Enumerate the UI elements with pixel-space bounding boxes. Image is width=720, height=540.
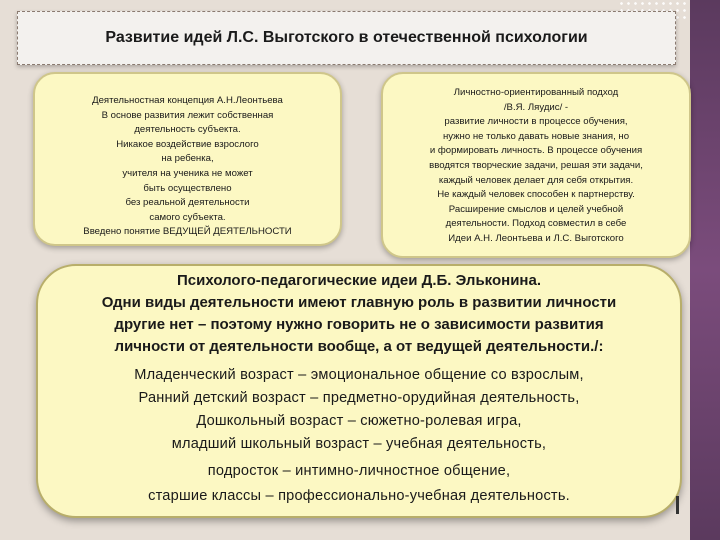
left-line: Никакое воздействие взрослого (116, 138, 259, 150)
right-line: вводятся творческие задачи, решая эти задачи, (429, 159, 643, 171)
left-line: самого субъекта. (149, 211, 226, 223)
decorative-side-strip (690, 0, 720, 540)
elkonin-text-line: Одни виды деятельности имеют главную роль в развитии личности (101, 294, 617, 311)
right-line: развитие личности в процессе обучения, (444, 116, 628, 128)
age-period-line: старшие классы – профессионально-учебная деятельность. (148, 488, 570, 504)
lyaudis-approach-text (383, 74, 689, 247)
left-line: учителя на ученика не может (122, 167, 253, 179)
left-line: на ребенка, (161, 153, 214, 165)
elkonin-ideas-card (36, 264, 682, 518)
right-line: и формировать личность. В процессе обучения (429, 145, 643, 157)
age-period-line: Ранний детский возраст – предметно-орудийная деятельность, (138, 390, 580, 406)
elkonin-heading: Психолого-педагогические идеи Д.Б. Эльконина. (177, 272, 541, 289)
left-line: деятельность субъекта. (134, 124, 241, 136)
elkonin-text-line: другие нет – поэтому нужно говорить не о зависимости развития (114, 316, 604, 333)
text-cursor-mark (676, 496, 679, 514)
slide-title-box (17, 11, 676, 65)
right-line: деятельности. Подход совместил в себе (445, 218, 627, 230)
age-period-line: младший школьный возраст – учебная деятельность, (171, 436, 547, 452)
right-line: Не каждый человек способен к партнерству. (437, 189, 635, 201)
right-line: /В.Я. Ляудис/ - (503, 101, 569, 113)
left-line: быть осуществлено (143, 182, 232, 194)
lyaudis-approach-card (381, 72, 691, 258)
left-line: В основе развития лежит собственная (101, 109, 274, 121)
left-line: без реальной деятельности (125, 197, 250, 209)
leontiev-concept-card (33, 72, 342, 246)
age-period-line: Дошкольный возраст – сюжетно-ролевая игра, (196, 413, 522, 429)
age-period-line: подросток – интимно-личностное общение, (207, 463, 511, 479)
left-line: Деятельностная концепция А.Н.Леонтьева (92, 95, 283, 106)
leontiev-concept-text (35, 74, 340, 240)
elkonin-text-line: личности от деятельности вообще, а от ведущей деятельности./: (114, 338, 604, 355)
slide-title: Развитие идей Л.С. Выготского в отечественной психологии (105, 29, 588, 46)
right-line: каждый человек делает для себя открытия. (438, 174, 634, 186)
right-line: нужно не только давать новые знания, но (442, 130, 630, 142)
right-line: Расширение смыслов и целей учебной (448, 203, 624, 215)
right-line: Личностно-ориентированный подход (453, 87, 619, 98)
left-line: Введено понятие ВЕДУЩЕЙ ДЕЯТЕЛЬНОСТИ (83, 226, 292, 238)
age-period-line: Младенческий возраст – эмоциональное общение со взрослым, (134, 367, 584, 383)
right-line: Идеи А.Н. Леонтьева и Л.С. Выготского (448, 232, 624, 244)
